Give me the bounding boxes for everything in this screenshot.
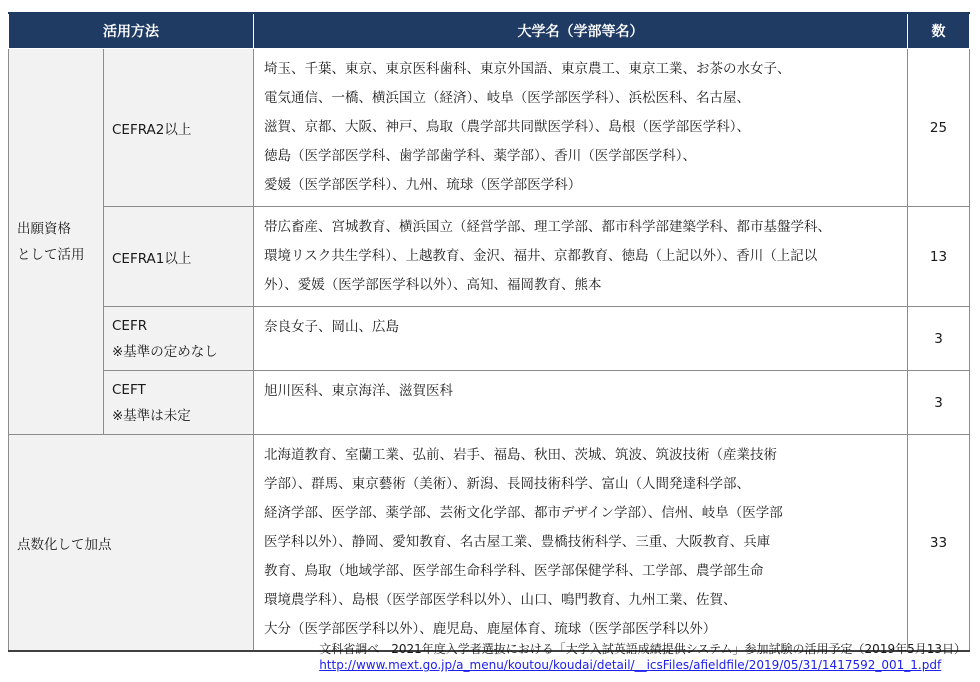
- university-list: 埼玉、千葉、東京、東京医科歯科、東京外国語、東京農工、東京工業、お茶の水女子、 電気通信、一橋、横浜国立（経済）、岐阜（医学部医学科）、浜松医科、名古屋、 滋賀、京都、大阪、神戸、鳥取（農学部共同獣医学科）、島根（医学部医学科）、 徳島（医学部医学科、歯学部歯学科、薬学部）、香川（医学部医学科）、 愛媛（医学部医学科）、九州、琉球（医学部医学科）: [254, 49, 908, 207]
- header-method: 活用方法: [9, 13, 254, 49]
- university-list: 奈良女子、岡山、広島: [254, 307, 908, 371]
- source-text: 文科省調べ 2021年度入学者選抜における「大学入試英語成績提供システム」参加試験の活用予定（2019年5月13日）: [319, 642, 966, 656]
- source-link[interactable]: http://www.mext.go.jp/a_menu/koutou/koudai/detail/__icsFiles/afieldfile/2019/05/31/1417592_001_1.pdf: [319, 658, 942, 672]
- header-row: [9, 13, 970, 49]
- usage-table: [8, 12, 970, 652]
- group-label-application: 出願資格 として活用: [9, 49, 104, 435]
- university-list: 旭川医科、東京海洋、滋賀医科: [254, 371, 908, 435]
- table-row: [9, 307, 970, 371]
- university-list: 帯広畜産、宮城教育、横浜国立（経営学部、理工学部、都市科学部建築学科、都市基盤学科、 環境リスク共生学科）、上越教育、金沢、福井、京都教育、徳島（上記以外）、香川（上記以 外）、愛媛（医学部医学科以外）、高知、福岡教育、熊本: [254, 207, 908, 307]
- row-label: CEFT ※基準は未定: [104, 371, 254, 435]
- count-cell: 13: [908, 207, 970, 307]
- count-cell: 25: [908, 49, 970, 207]
- table-row: [9, 207, 970, 307]
- table-row: [9, 371, 970, 435]
- row-label: CEFRA1以上: [104, 207, 254, 307]
- header-university: 大学名（学部等名）: [254, 13, 908, 49]
- group-label-points: 点数化して加点: [9, 435, 254, 652]
- row-label: CEFR ※基準の定めなし: [104, 307, 254, 371]
- row-label: CEFRA2以上: [104, 49, 254, 207]
- count-cell: 33: [908, 435, 970, 652]
- header-count: 数: [908, 13, 970, 49]
- table-row: [9, 435, 970, 652]
- table-row: [9, 49, 970, 207]
- source-note: [319, 641, 966, 673]
- university-list: 北海道教育、室蘭工業、弘前、岩手、福島、秋田、茨城、筑波、筑波技術（産業技術 学部）、群馬、東京藝術（美術）、新潟、長岡技術科学、富山（人間発達科学部、 経済学部、医学部、薬学部、芸術文化学部、都市デザイン学部）、信州、岐阜（医学部 医学科以外）、静岡、愛知教育、名古屋工業、豊橋技術科学、三重、大阪教育、兵庫 教育、鳥取（地域学部、医学部生命科学科、医学部保健学科、工学部、農学部生命 環境農学科）、島根（医学部医学科以外）、山口、鳴門教育、九州工業、佐賀、 大分（医学部医学科以外）、鹿児島、鹿屋体育、琉球（医学部医学科以外）: [254, 435, 908, 652]
- count-cell: 3: [908, 307, 970, 371]
- count-cell: 3: [908, 371, 970, 435]
